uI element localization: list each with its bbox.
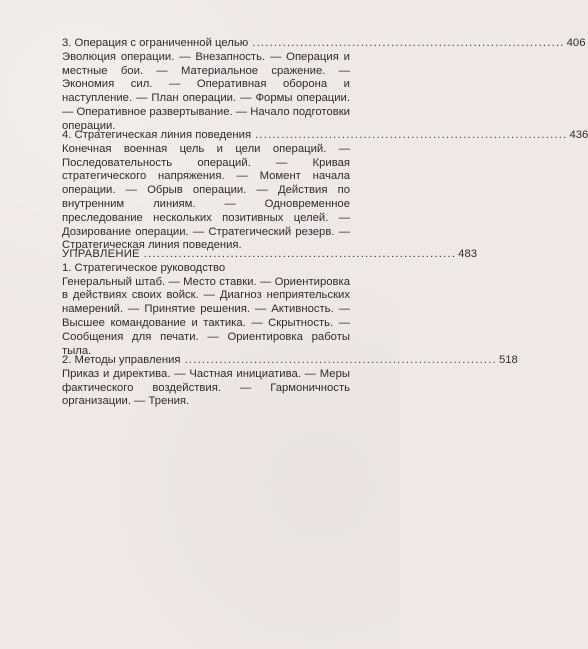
toc-section-title: УПРАВЛЕНИЕ: [62, 248, 140, 260]
toc-entry-title: 2. Методы управления: [62, 354, 181, 366]
toc-page-number: 483: [458, 248, 478, 260]
toc-entry: [62, 37, 586, 134]
toc-entry-heading: [62, 37, 586, 51]
toc-leader-dots: ........................................................................: [252, 37, 565, 49]
toc-page-number: 406: [566, 37, 586, 49]
toc-entry-heading: [62, 129, 588, 143]
toc-leader-dots: ........................................................................: [184, 354, 497, 366]
toc-entry-title: 3. Операция с ограниченной целью: [62, 37, 249, 49]
toc-entry-description: Конечная военная цель и цели операций. — Последовательность операций. — Кривая стратегического напряжения. — Момент начала операции. — Обрыв операции. — Действия по внутренним линиям. — Одновременное преследование нескольких позитивных целей. — Дозирование операции. — Стратегический резерв. — Стратегическая линия поведения.: [62, 142, 350, 252]
toc-entry-description: Генеральный штаб. — Место ставки. — Ориентировка в действиях своих войск. — Диагноз неприятельских намерений. — Принятие решения. — Активность. — Высшее командование и тактика. — Скрытность. — Сообщения для печати. — Ориентировка работы тыла.: [62, 275, 350, 357]
toc-section-heading: [62, 248, 478, 262]
toc-entry-title: 1. Стратегическое руководство: [62, 261, 226, 274]
toc-leader-dots: ........................................................................: [143, 248, 457, 260]
toc-entry: [62, 354, 518, 409]
toc-entry: [62, 129, 588, 253]
toc-entry-title: 4. Стратегическая линия поведения: [62, 129, 252, 141]
toc-page-number: 518: [498, 354, 518, 366]
toc-page-number: 436: [569, 129, 588, 141]
toc-entry-description: Эволюция операции. — Внезапность. — Операция и местные бои. — Материальное сражение. — Экономия сил. — Оперативная оборона и наступление. — План операции. — Формы операции. — Оперативное развертывание. — Начало подготовки операции.: [62, 50, 350, 132]
toc-entry-heading: [62, 354, 518, 368]
toc-entry-description: Приказ и директива. — Частная инициатива. — Меры фактического воздействия. — Гармоничность организации. — Трения.: [62, 367, 350, 408]
toc-section-block: [62, 248, 478, 358]
toc-leader-dots: ........................................................................: [255, 129, 568, 141]
